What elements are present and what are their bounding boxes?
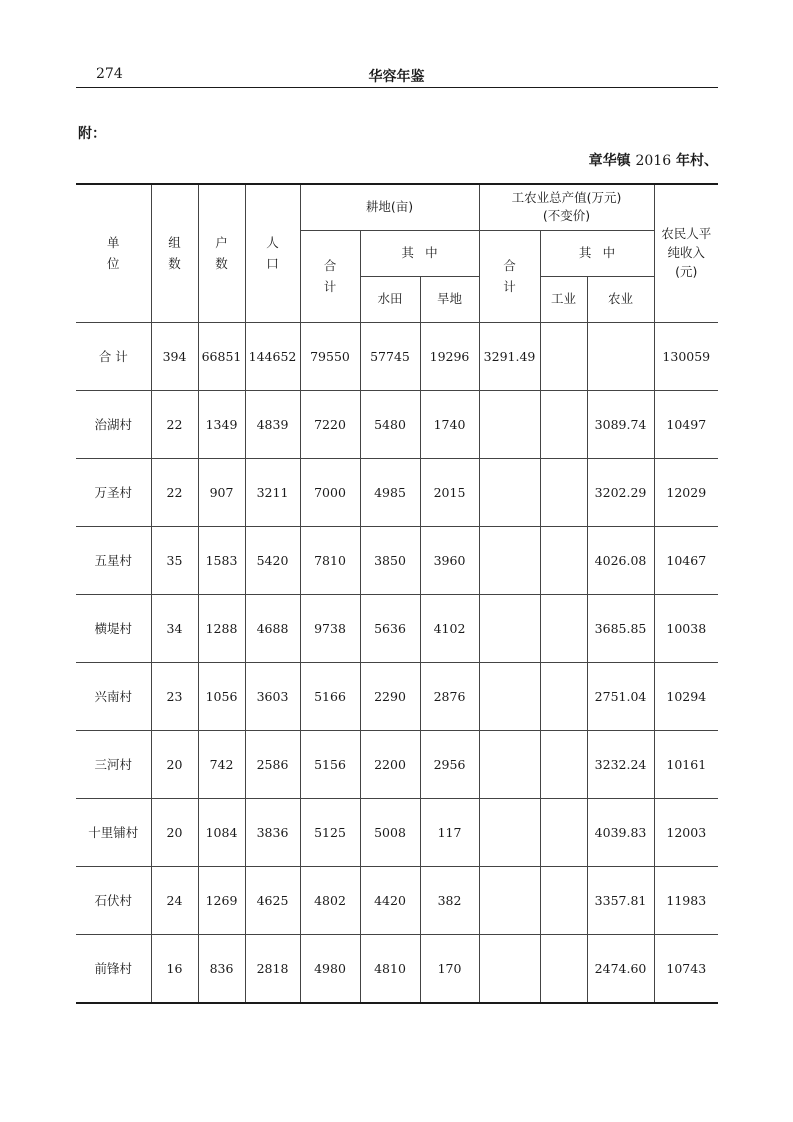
cell-paddy: 3850	[360, 526, 420, 594]
cell-output-total	[479, 594, 540, 662]
cell-name: 合 计	[76, 322, 151, 390]
cell-output-total	[479, 798, 540, 866]
header-unit: 单位	[76, 184, 151, 322]
cell-industry	[540, 458, 587, 526]
table-row	[76, 458, 718, 526]
cell-paddy: 2290	[360, 662, 420, 730]
cell-agriculture: 3232.24	[587, 730, 654, 798]
cell-population: 2586	[245, 730, 300, 798]
cell-agriculture	[587, 322, 654, 390]
table-row	[76, 798, 718, 866]
cell-farmland-total: 4980	[300, 934, 360, 1003]
table-row	[76, 730, 718, 798]
cell-households: 1583	[198, 526, 245, 594]
cell-industry	[540, 662, 587, 730]
cell-output-total	[479, 730, 540, 798]
cell-groups: 24	[151, 866, 198, 934]
cell-population: 3603	[245, 662, 300, 730]
cell-income: 10467	[654, 526, 718, 594]
cell-groups: 35	[151, 526, 198, 594]
cell-income: 10497	[654, 390, 718, 458]
cell-income: 130059	[654, 322, 718, 390]
header-income	[654, 184, 718, 322]
cell-households: 742	[198, 730, 245, 798]
cell-paddy: 5480	[360, 390, 420, 458]
table-title	[589, 150, 718, 170]
cell-industry	[540, 798, 587, 866]
cell-households: 1084	[198, 798, 245, 866]
cell-name: 三河村	[76, 730, 151, 798]
cell-income: 12029	[654, 458, 718, 526]
table-row	[76, 934, 718, 1003]
statistics-table	[76, 183, 718, 1004]
cell-paddy: 4985	[360, 458, 420, 526]
cell-dryland: 382	[420, 866, 479, 934]
cell-paddy: 2200	[360, 730, 420, 798]
cell-agriculture: 4026.08	[587, 526, 654, 594]
cell-agriculture: 3357.81	[587, 866, 654, 934]
table-row	[76, 866, 718, 934]
table-row	[76, 662, 718, 730]
header-output-total: 合计	[479, 230, 540, 322]
header-dryland: 旱地	[420, 276, 479, 322]
cell-name: 五星村	[76, 526, 151, 594]
cell-name: 兴南村	[76, 662, 151, 730]
appendix-label: 附：	[78, 126, 106, 142]
cell-dryland: 1740	[420, 390, 479, 458]
cell-industry	[540, 322, 587, 390]
cell-population: 4625	[245, 866, 300, 934]
table-row	[76, 390, 718, 458]
cell-farmland-total: 7000	[300, 458, 360, 526]
cell-name: 治湖村	[76, 390, 151, 458]
cell-population: 4688	[245, 594, 300, 662]
cell-paddy: 4810	[360, 934, 420, 1003]
header-groups: 组数	[151, 184, 198, 322]
table-title-year: 2016	[635, 153, 672, 169]
table-body	[76, 322, 718, 1003]
cell-farmland-total: 5156	[300, 730, 360, 798]
cell-industry	[540, 730, 587, 798]
cell-groups: 20	[151, 798, 198, 866]
cell-industry	[540, 526, 587, 594]
header-farmland-total: 合计	[300, 230, 360, 322]
cell-output-total	[479, 662, 540, 730]
table-header	[76, 184, 718, 322]
cell-dryland: 170	[420, 934, 479, 1003]
cell-name: 十里铺村	[76, 798, 151, 866]
cell-households: 836	[198, 934, 245, 1003]
header-rule	[76, 87, 718, 88]
header-farmland: 耕地(亩)	[300, 184, 479, 230]
cell-income: 10743	[654, 934, 718, 1003]
cell-population: 2818	[245, 934, 300, 1003]
cell-industry	[540, 866, 587, 934]
cell-agriculture: 2474.60	[587, 934, 654, 1003]
cell-industry	[540, 594, 587, 662]
cell-agriculture: 4039.83	[587, 798, 654, 866]
page-number: 274	[96, 66, 123, 82]
cell-output-total	[479, 390, 540, 458]
cell-income: 11983	[654, 866, 718, 934]
cell-agriculture: 3089.74	[587, 390, 654, 458]
running-title: 华容年鉴	[368, 69, 425, 85]
cell-output-total: 3291.49	[479, 322, 540, 390]
table-row	[76, 322, 718, 390]
cell-farmland-total: 5166	[300, 662, 360, 730]
cell-farmland-total: 5125	[300, 798, 360, 866]
header-income-line1: 农民人平	[661, 226, 712, 242]
cell-output-total	[479, 458, 540, 526]
cell-groups: 34	[151, 594, 198, 662]
cell-agriculture: 3202.29	[587, 458, 654, 526]
header-population: 人口	[245, 184, 300, 322]
cell-dryland: 2876	[420, 662, 479, 730]
table-title-prefix: 章华镇	[588, 153, 631, 169]
header-agriculture: 农业	[587, 276, 654, 322]
cell-industry	[540, 934, 587, 1003]
cell-households: 1288	[198, 594, 245, 662]
cell-name: 石伏村	[76, 866, 151, 934]
cell-households: 66851	[198, 322, 245, 390]
header-income-line2: 纯收入	[667, 244, 706, 260]
header-output-line2: (不变价)	[542, 208, 591, 224]
header-households: 户数	[198, 184, 245, 322]
cell-households: 1056	[198, 662, 245, 730]
cell-dryland: 19296	[420, 322, 479, 390]
cell-agriculture: 3685.85	[587, 594, 654, 662]
cell-paddy: 5008	[360, 798, 420, 866]
header-paddy: 水田	[360, 276, 420, 322]
cell-farmland-total: 7220	[300, 390, 360, 458]
cell-agriculture: 2751.04	[587, 662, 654, 730]
cell-households: 1349	[198, 390, 245, 458]
cell-income: 12003	[654, 798, 718, 866]
cell-population: 3836	[245, 798, 300, 866]
cell-farmland-total: 7810	[300, 526, 360, 594]
header-income-line3: (元)	[675, 263, 698, 279]
cell-output-total	[479, 866, 540, 934]
table-title-suffix: 年村、	[676, 153, 718, 169]
header-output	[479, 184, 654, 230]
cell-dryland: 2956	[420, 730, 479, 798]
cell-dryland: 4102	[420, 594, 479, 662]
cell-groups: 394	[151, 322, 198, 390]
header-output-of-which: 其中	[540, 230, 654, 276]
cell-farmland-total: 9738	[300, 594, 360, 662]
cell-industry	[540, 390, 587, 458]
cell-population: 3211	[245, 458, 300, 526]
cell-population: 5420	[245, 526, 300, 594]
cell-name: 万圣村	[76, 458, 151, 526]
header-output-line1: 工农业总产值(万元)	[511, 189, 622, 205]
cell-income: 10294	[654, 662, 718, 730]
cell-households: 907	[198, 458, 245, 526]
header-farmland-of-which: 其中	[360, 230, 479, 276]
cell-groups: 22	[151, 390, 198, 458]
cell-output-total	[479, 526, 540, 594]
table-row	[76, 594, 718, 662]
cell-name: 前锋村	[76, 934, 151, 1003]
cell-households: 1269	[198, 866, 245, 934]
cell-income: 10161	[654, 730, 718, 798]
cell-dryland: 2015	[420, 458, 479, 526]
cell-groups: 20	[151, 730, 198, 798]
cell-dryland: 3960	[420, 526, 479, 594]
cell-population: 4839	[245, 390, 300, 458]
cell-name: 横堤村	[76, 594, 151, 662]
cell-paddy: 4420	[360, 866, 420, 934]
cell-population: 144652	[245, 322, 300, 390]
cell-farmland-total: 79550	[300, 322, 360, 390]
cell-income: 10038	[654, 594, 718, 662]
cell-dryland: 117	[420, 798, 479, 866]
cell-groups: 16	[151, 934, 198, 1003]
header-industry: 工业	[540, 276, 587, 322]
cell-paddy: 57745	[360, 322, 420, 390]
cell-output-total	[479, 934, 540, 1003]
cell-farmland-total: 4802	[300, 866, 360, 934]
table-row	[76, 526, 718, 594]
cell-groups: 23	[151, 662, 198, 730]
cell-paddy: 5636	[360, 594, 420, 662]
cell-groups: 22	[151, 458, 198, 526]
